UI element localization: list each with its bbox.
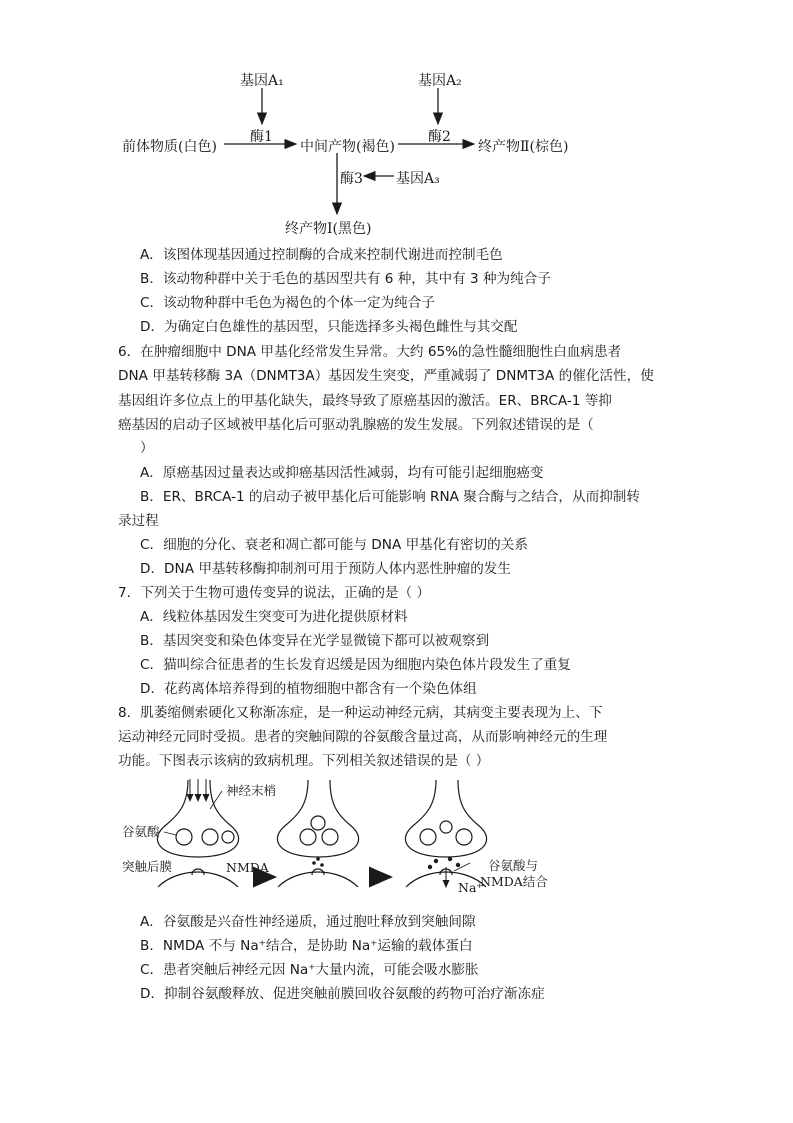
q6-stem-line2: DNA 甲基转移酶 3A（DNMT3A）基因发生突变，严重减弱了 DNMT3A 的催化活性，使 [118, 368, 654, 384]
q6-option-c: C．细胞的分化、衰老和凋亡都可能与 DNA 甲基化有密切的关系 [140, 537, 528, 553]
enzyme3-label: 酶3 [340, 171, 363, 187]
q6-stem-line5: ） [140, 440, 154, 456]
q8-option-b: B．NMDA 不与 Na⁺结合，是协助 Na⁺运输的载体蛋白 [140, 938, 473, 954]
gene-a2-label: 基因A₂ [418, 73, 462, 89]
binding-label-line2: NMDA结合 [480, 874, 548, 889]
gene-a3-label: 基因A₃ [396, 171, 440, 187]
final-product-1-label: 终产物Ⅰ(黑色) [285, 221, 372, 237]
q5-option-b: B．该动物种群中关于毛色的基因型共有 6 种，其中有 3 种为纯合子 [140, 271, 551, 287]
q5-option-d: D．为确定白色雄性的基因型，只能选择多头褐色雌性与其交配 [140, 319, 518, 335]
nerve-ending-label: 神经末梢 [226, 783, 277, 798]
enzyme1-label: 酶1 [250, 129, 273, 145]
q6-option-b: B．ER、BRCA-1 的启动子被甲基化后可能影响 RNA 聚合酶与之结合，从而抑制转 [140, 489, 640, 505]
q5-option-a: A．该图体现基因通过控制酶的合成来控制代谢进而控制毛色 [140, 247, 503, 263]
q7-stem: 7．下列关于生物可遗传变异的说法，正确的是（ ） [118, 585, 431, 601]
enzyme2-label: 酶2 [428, 129, 451, 145]
q7-option-a: A．线粒体基因发生突变可为进化提供原材料 [140, 609, 408, 625]
q6-option-d: D．DNA 甲基转移酶抑制剂可用于预防人体内恶性肿瘤的发生 [140, 561, 511, 577]
q7-option-b: B．基因突变和染色体变异在光学显微镜下都可以被观察到 [140, 633, 490, 649]
q6-stem-line3: 基因组许多位点上的甲基化缺失，最终导致了原癌基因的激活。ER、BRCA-1 等抑 [118, 393, 612, 409]
q8-option-d: D．抑制谷氨酸释放、促进突触前膜回收谷氨酸的药物可治疗渐冻症 [140, 986, 545, 1002]
gene-a1-label: 基因A₁ [240, 73, 284, 89]
q6-stem-line1: 6．在肿瘤细胞中 DNA 甲基化经常发生异常。大约 65%的急性髓细胞性白血病患者 [118, 344, 622, 360]
q8-option-a: A．谷氨酸是兴奋性神经递质，通过胞吐释放到突触间隙 [140, 914, 476, 930]
q8-stem-line1: 8．肌萎缩侧索硬化又称渐冻症，是一种运动神经元病，其病变主要表现为上、下 [118, 705, 603, 721]
binding-label-line1: 谷氨酸与 [488, 858, 539, 873]
precursor-label: 前体物质(白色) [122, 139, 217, 155]
sodium-label: Na⁺ [458, 880, 483, 895]
final-product-2-label: 终产物Ⅱ(棕色) [478, 139, 569, 155]
q6-option-b-cont: 录过程 [118, 513, 159, 529]
q8-stem-line3: 功能。下图表示该病的致病机理。下列相关叙述错误的是（ ） [118, 753, 490, 769]
postsynaptic-membrane-label: 突触后膜 [122, 859, 173, 874]
q8-option-c: C．患者突触后神经元因 Na⁺大量内流，可能会吸水膨胀 [140, 962, 479, 978]
q8-stem-line2: 运动神经元同时受损。患者的突触间隙的谷氨酸含量过高，从而影响神经元的生理 [118, 729, 608, 745]
q5-option-c: C．该动物种群中毛色为褐色的个体一定为纯合子 [140, 295, 435, 311]
q7-option-c: C．猫叫综合征患者的生长发育迟缓是因为细胞内染色体片段发生了重复 [140, 657, 571, 673]
q6-option-a: A．原癌基因过量表达或抑癌基因活性减弱，均有可能引起细胞癌变 [140, 465, 544, 481]
intermediate-label: 中间产物(褐色) [300, 139, 395, 155]
pathway-arrows [0, 0, 793, 250]
q6-stem-line4: 癌基因的启动子区域被甲基化后可驱动乳腺癌的发生发展。下列叙述错误的是（ [118, 417, 594, 433]
nmda-label: NMDA [226, 860, 269, 875]
q7-option-d: D．花药离体培养得到的植物细胞中都含有一个染色体组 [140, 681, 477, 697]
glutamate-label: 谷氨酸 [122, 824, 160, 839]
